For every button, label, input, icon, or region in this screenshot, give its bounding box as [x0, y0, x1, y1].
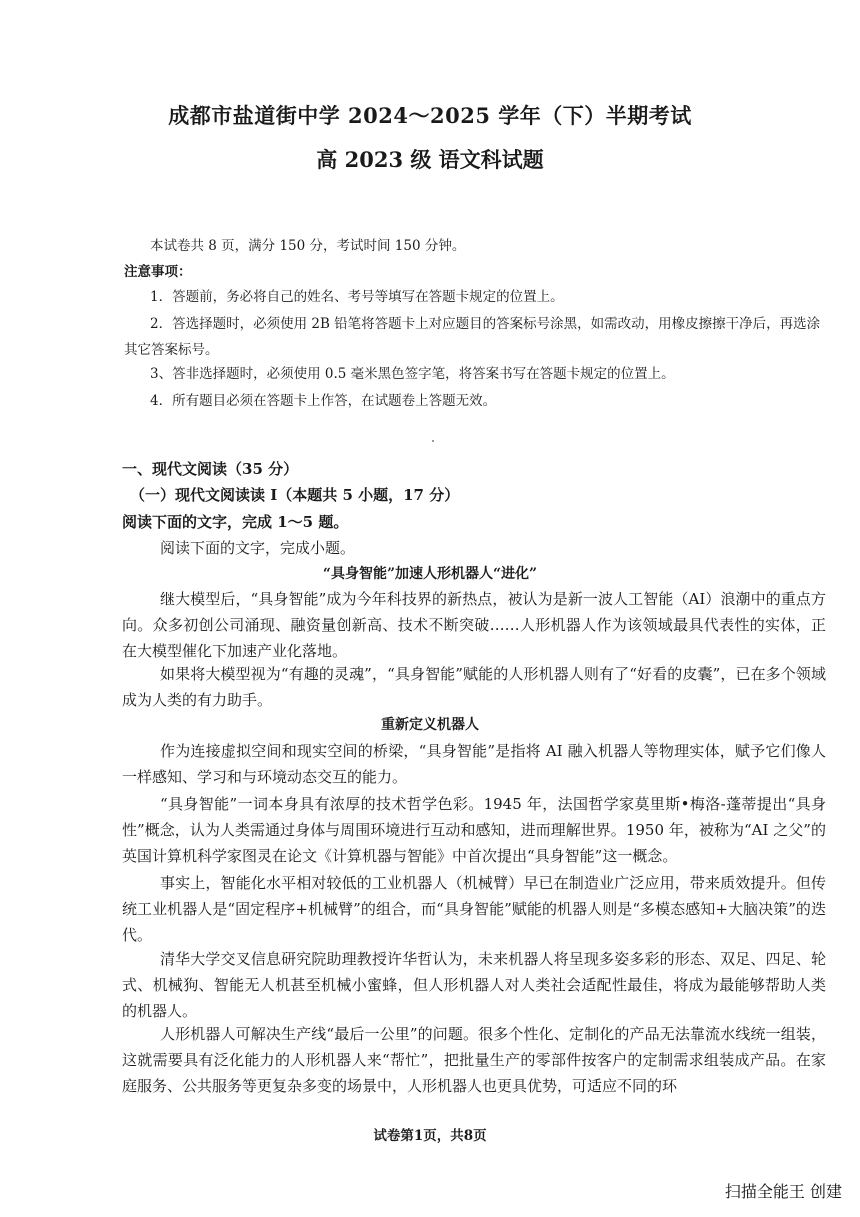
- section-instruction: 阅读下面的文字，完成 1～5 题。: [122, 513, 349, 531]
- exam-subtitle: 高 2023 级 语文科试题: [316, 147, 544, 172]
- notes-title: 注意事项：: [124, 264, 192, 280]
- article-paragraph: 人形机器人可解决生产线“最后一公里”的问题。很多个性化、定制化的产品无法靠流水线统一组装，这就需要具有泛化能力的人形机器人来“帮忙”，把批量生产的零部件按客户的定制需求组装成产品。在家庭服务、公共服务等更复杂多变的场景中，人形机器人也更具优势，可适应不同的环: [122, 1025, 826, 1095]
- exam-title: 成都市盐道街中学 2024～2025 学年（下）半期考试: [168, 103, 692, 128]
- scanner-watermark: 扫描全能王 创建: [724, 1182, 842, 1201]
- note-item: 3、答非选择题时，必须使用 0.5 毫米黑色签字笔，将答案书写在答题卡规定的位置上。: [150, 366, 675, 382]
- article-subheading: 重新定义机器人: [381, 717, 479, 733]
- note-item: 4．所有题目必须在答题卡上作答，在试题卷上答题无效。: [150, 393, 497, 409]
- section-title: 一、现代文阅读（35 分）: [122, 460, 299, 478]
- note-item: 1．答题前，务必将自己的姓名、考号等填写在答题卡规定的位置上。: [150, 289, 564, 305]
- note-item: 2．答选择题时，必须使用 2B 铅笔将答题卡上对应题目的答案标号涂黑，如需改动，用橡皮擦擦干净后，再选涂其它答案标号。: [124, 316, 821, 358]
- exam-info: 本试卷共 8 页，满分 150 分，考试时间 150 分钟。: [150, 238, 466, 254]
- page-footer: 试卷第1页，共8页: [373, 1128, 487, 1144]
- article-paragraph: 事实上，智能化水平相对较低的工业机器人（机械臂）早已在制造业广泛应用，带来质效提升。但传统工业机器人是“固定程序+机械臂”的组合，而“具身智能”赋能的机器人则是“多模态感知+大脑决策”的迭代。: [122, 874, 826, 944]
- article-paragraph: 继大模型后，“具身智能”成为今年科技界的新热点，被认为是新一波人工智能（AI）浪潮中的重点方向。众多初创公司涌现、融资量创新高、技术不断突破……人形机器人作为该领域最具代表性的实体，正在大模型催化下加速产业化落地。: [122, 590, 826, 660]
- article-paragraph: 清华大学交叉信息研究院助理教授许华哲认为，未来机器人将呈现多姿多彩的形态、双足、四足、轮式、机械狗、智能无人机甚至机械小蜜蜂，但人形机器人对人类社会适配性最佳，将成为最能够帮助人类的机器人。: [122, 950, 826, 1020]
- article-title: “具身智能”加速人形机器人“进化”: [322, 566, 538, 582]
- subsection-title: （一）现代文阅读读 I（本题共 5 小题，17 分）: [130, 486, 460, 504]
- article-paragraph: 如果将大模型视为“有趣的灵魂”，“具身智能”赋能的人形机器人则有了“好看的皮囊”，已在多个领域成为人类的有力助手。: [122, 665, 826, 709]
- article-paragraph: “具身智能”一词本身具有浓厚的技术哲学色彩。1945 年，法国哲学家莫里斯•梅洛-蓬蒂提出“具身性”概念，认为人类需通过身体与周围环境进行互动和感知，进而理解世界。1950 年，被称为“AI 之父”的英国计算机科学家图灵在论文《计算机器与智能》中首次提出“具身智能”这一概念。: [122, 795, 826, 865]
- reading-intro: 阅读下面的文字，完成小题。: [160, 539, 356, 557]
- scan-speck: [432, 440, 434, 442]
- article-paragraph: 作为连接虚拟空间和现实空间的桥梁，“具身智能”是指将 AI 融入机器人等物理实体，赋予它们像人一样感知、学习和与环境动态交互的能力。: [122, 742, 826, 786]
